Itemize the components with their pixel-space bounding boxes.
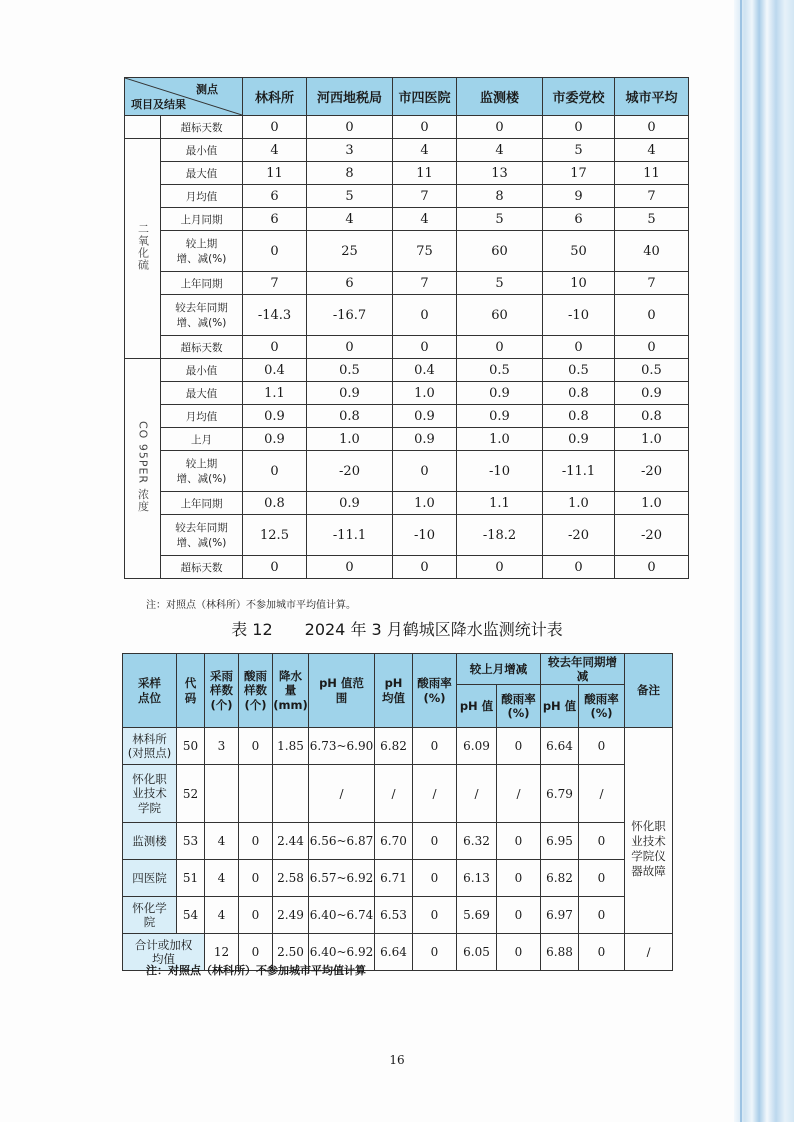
table-cell: 0.9 [457, 382, 543, 405]
table-cell: 0.4 [243, 359, 307, 382]
table-cell: 0.5 [307, 359, 393, 382]
remark-cell: / [625, 934, 673, 971]
table-cell: 0 [243, 116, 307, 139]
table-cell: -20 [307, 451, 393, 492]
row-label: 月均值 [161, 185, 243, 208]
table-cell: 8 [307, 162, 393, 185]
table-cell: 1.0 [457, 428, 543, 451]
table-cell: 2.49 [273, 897, 309, 934]
table-cell: 7 [615, 272, 689, 295]
table-cell: 4 [457, 139, 543, 162]
site-cell: 林科所 (对照点) [123, 728, 177, 765]
table-cell: 0 [497, 934, 541, 971]
table1-note: 注：对照点（林科所）不参加城市平均值计算。 [146, 600, 356, 611]
table-cell: 2.50 [273, 934, 309, 971]
table-cell: 0.9 [243, 428, 307, 451]
table1-corner-header [125, 78, 243, 116]
row-label: 超标天数 [161, 556, 243, 579]
table1-body [125, 116, 689, 579]
table-cell: 25 [307, 231, 393, 272]
table-row [125, 405, 689, 428]
table-cell: 6.64 [541, 728, 579, 765]
row-label: 较上期 增、减(%) [161, 231, 243, 272]
table-row [125, 162, 689, 185]
table-cell: 6.82 [541, 860, 579, 897]
table-cell: 7 [615, 185, 689, 208]
table-cell: -16.7 [307, 295, 393, 336]
table-cell: 0.9 [615, 382, 689, 405]
table-cell: 0.9 [393, 405, 457, 428]
table-cell: 0 [243, 336, 307, 359]
row-label: 上年同期 [161, 272, 243, 295]
table-cell: 5 [307, 185, 393, 208]
table-cell: 0 [393, 451, 457, 492]
table-cell: -11.1 [307, 515, 393, 556]
table-cell: 6.13 [457, 860, 497, 897]
table-cell: 6.82 [375, 728, 413, 765]
table-cell: 0.9 [307, 382, 393, 405]
table-cell: 7 [243, 272, 307, 295]
table-cell: 0.8 [307, 405, 393, 428]
table-cell: 51 [177, 860, 205, 897]
table-row [123, 897, 673, 934]
table-cell: 6.53 [375, 897, 413, 934]
table-cell: 0.8 [543, 405, 615, 428]
table-cell: 6.95 [541, 823, 579, 860]
header-remark: 备注 [625, 654, 673, 728]
table-cell: 0 [457, 556, 543, 579]
table-cell: 60 [457, 231, 543, 272]
table-row [125, 451, 689, 492]
table-cell: 0 [239, 860, 273, 897]
table-cell: 4 [243, 139, 307, 162]
row-label: 较去年同期 增、减(%) [161, 515, 243, 556]
table-cell: 0.8 [543, 382, 615, 405]
table-cell: 0 [543, 116, 615, 139]
table-cell: 0 [239, 823, 273, 860]
row-label: 最小值 [161, 139, 243, 162]
table-cell: / [579, 765, 625, 823]
table-cell: 0.8 [615, 405, 689, 428]
table-cell: 1.0 [543, 492, 615, 515]
table-row [125, 116, 689, 139]
table-cell: 0 [497, 728, 541, 765]
table-cell: 4 [307, 208, 393, 231]
table-cell: 6.71 [375, 860, 413, 897]
table-cell: 6.57~6.92 [309, 860, 375, 897]
table-cell: 6 [307, 272, 393, 295]
table2-body [123, 728, 673, 971]
table-cell: 54 [177, 897, 205, 934]
table-cell: 11 [615, 162, 689, 185]
subheader-acid-rate: 酸雨率 (%) [497, 685, 541, 728]
table-cell: 75 [393, 231, 457, 272]
table-cell: 40 [615, 231, 689, 272]
table-cell: 0 [615, 556, 689, 579]
table-cell: / [497, 765, 541, 823]
table-cell: / [375, 765, 413, 823]
corner-top-right-label: 测点 [196, 83, 218, 96]
table-cell: -20 [615, 515, 689, 556]
table-cell: 0 [497, 860, 541, 897]
page-number: 16 [389, 1053, 405, 1067]
table-cell: 0 [457, 336, 543, 359]
table-cell: 0 [243, 451, 307, 492]
table2-title: 表 12 2024 年 3 月鹤城区降水监测统计表 [231, 620, 563, 639]
table-cell: 7 [393, 272, 457, 295]
row-label: 超标天数 [161, 336, 243, 359]
table-cell: 1.0 [393, 382, 457, 405]
site-cell: 怀化职 业技术 学院 [123, 765, 177, 823]
table-cell: 12 [205, 934, 239, 971]
header-ph-range: pH 值范 围 [309, 654, 375, 728]
table-cell: 2.44 [273, 823, 309, 860]
remark-cell [625, 728, 673, 765]
table-cell: 0 [413, 860, 457, 897]
table-cell: 3 [307, 139, 393, 162]
table-cell: 0.4 [393, 359, 457, 382]
header-acid-rate: 酸雨率 (%) [413, 654, 457, 728]
table-cell: 0 [393, 336, 457, 359]
table-cell: 0.8 [243, 492, 307, 515]
table-row [125, 336, 689, 359]
table-cell: 6.40~6.74 [309, 897, 375, 934]
table-cell: 6.32 [457, 823, 497, 860]
binding-edge-line [740, 0, 742, 1122]
header-vs-last-month: 较上月增减 [457, 654, 541, 685]
table-row [125, 515, 689, 556]
table-cell: 0 [579, 823, 625, 860]
table-cell: 0.9 [393, 428, 457, 451]
table-cell: 0 [615, 295, 689, 336]
table-cell: 5 [543, 139, 615, 162]
table-cell: 6 [243, 208, 307, 231]
site-cell: 怀化学 院 [123, 897, 177, 934]
table-row [123, 860, 673, 897]
table-cell: 4 [205, 823, 239, 860]
table-row [125, 231, 689, 272]
table-row [123, 823, 673, 860]
site-cell: 四医院 [123, 860, 177, 897]
table-cell: -11.1 [543, 451, 615, 492]
group-label: 二氧化硫 [136, 223, 150, 271]
table-cell: 0 [243, 556, 307, 579]
table-row [125, 208, 689, 231]
table-cell: 0 [615, 116, 689, 139]
table-row [125, 492, 689, 515]
table-cell: 6.79 [541, 765, 579, 823]
table-row [125, 139, 689, 162]
table-cell: 0.5 [615, 359, 689, 382]
table-cell: 0.9 [307, 492, 393, 515]
table-cell: 1.85 [273, 728, 309, 765]
table-cell: 11 [243, 162, 307, 185]
subheader-acid-rate: 酸雨率 (%) [579, 685, 625, 728]
remark-cell: 怀化职 业技术 学院仪 器故障 [625, 765, 673, 934]
subheader-ph: pH 值 [541, 685, 579, 728]
table-cell: 6.70 [375, 823, 413, 860]
group-label-cell [125, 359, 161, 579]
table-cell: 0.9 [543, 428, 615, 451]
table-cell: 0.5 [457, 359, 543, 382]
table-cell: 6.09 [457, 728, 497, 765]
table-cell: -10 [393, 515, 457, 556]
table-cell: 6.40~6.92 [309, 934, 375, 971]
table-cell: / [413, 765, 457, 823]
row-label: 上月 [161, 428, 243, 451]
column-header: 市四医院 [393, 78, 457, 116]
table-row [123, 765, 673, 823]
site-cell: 合计或加权 均值 [123, 934, 205, 971]
monitoring-table-1 [124, 77, 689, 579]
column-header: 监测楼 [457, 78, 543, 116]
header-code: 代 码 [177, 654, 205, 728]
table-cell: 2.58 [273, 860, 309, 897]
table-cell: 6.56~6.87 [309, 823, 375, 860]
table-cell: 0 [393, 556, 457, 579]
row-label: 较去年同期 增、减(%) [161, 295, 243, 336]
table-cell: 6 [543, 208, 615, 231]
table-cell: 6.64 [375, 934, 413, 971]
table-cell: 50 [543, 231, 615, 272]
table-cell: -14.3 [243, 295, 307, 336]
table-cell: 0 [615, 336, 689, 359]
table-cell: 17 [543, 162, 615, 185]
group-label: CO 95PER 浓度 [136, 421, 150, 513]
table-row [125, 556, 689, 579]
subheader-ph: pH 值 [457, 685, 497, 728]
site-cell: 监测楼 [123, 823, 177, 860]
table-cell [273, 765, 309, 823]
table-cell: 0 [543, 556, 615, 579]
table-cell: 0 [307, 556, 393, 579]
table2-note: 注：对照点（林科所）不参加城市平均值计算 [146, 964, 366, 977]
row-label: 最大值 [161, 162, 243, 185]
row-label: 最大值 [161, 382, 243, 405]
row-label: 超标天数 [161, 116, 243, 139]
table-cell: -18.2 [457, 515, 543, 556]
column-header: 林科所 [243, 78, 307, 116]
table-cell: -20 [543, 515, 615, 556]
precipitation-table [122, 653, 673, 971]
table-cell: 0 [393, 295, 457, 336]
table-cell: 0.5 [543, 359, 615, 382]
table-row [123, 728, 673, 765]
table-cell: -10 [543, 295, 615, 336]
header-acid-count: 酸雨 样数 (个) [239, 654, 273, 728]
table-cell: 4 [393, 208, 457, 231]
binding-strip [734, 0, 794, 1122]
table-row [125, 272, 689, 295]
table-cell: 0 [393, 116, 457, 139]
table-cell: 0 [413, 897, 457, 934]
table-cell: / [457, 765, 497, 823]
table-row [125, 382, 689, 405]
table-cell: 4 [615, 139, 689, 162]
table-cell: 0 [497, 823, 541, 860]
row-label: 最小值 [161, 359, 243, 382]
table-cell: 0 [239, 728, 273, 765]
table-cell: 1.0 [307, 428, 393, 451]
table-cell: / [309, 765, 375, 823]
table-cell: 10 [543, 272, 615, 295]
column-header: 市委党校 [543, 78, 615, 116]
table-cell: 12.5 [243, 515, 307, 556]
table-row [125, 359, 689, 382]
table-cell: 0 [239, 897, 273, 934]
table-cell: 60 [457, 295, 543, 336]
table-cell [239, 765, 273, 823]
table-cell: 1.0 [615, 492, 689, 515]
table-cell: 3 [205, 728, 239, 765]
table-cell: 5 [615, 208, 689, 231]
row-label: 上月同期 [161, 208, 243, 231]
table-cell: 6.97 [541, 897, 579, 934]
table-cell: 53 [177, 823, 205, 860]
header-vs-last-year: 较去年同期增 减 [541, 654, 625, 685]
table-cell: 0 [579, 728, 625, 765]
table-cell: 50 [177, 728, 205, 765]
column-header: 河西地税局 [307, 78, 393, 116]
table-cell: 0 [497, 897, 541, 934]
table-cell: 52 [177, 765, 205, 823]
table-cell: 0 [579, 934, 625, 971]
table-cell: 0.9 [243, 405, 307, 428]
table-cell: 4 [393, 139, 457, 162]
table-cell: 0 [579, 860, 625, 897]
table-cell: 9 [543, 185, 615, 208]
table-cell: 1.0 [393, 492, 457, 515]
row-label: 月均值 [161, 405, 243, 428]
header-rainfall: 降水 量 (mm) [273, 654, 309, 728]
table-cell: 8 [457, 185, 543, 208]
table-cell: 5 [457, 272, 543, 295]
table-cell: 5.69 [457, 897, 497, 934]
table-row [125, 428, 689, 451]
table-cell: 0 [307, 336, 393, 359]
table-cell: 0 [307, 116, 393, 139]
table-cell: 6 [243, 185, 307, 208]
table-cell: 13 [457, 162, 543, 185]
row-label: 较上期 增、减(%) [161, 451, 243, 492]
corner-bottom-left-label: 项目及结果 [131, 98, 186, 111]
header-rain-count: 采雨 样数 (个) [205, 654, 239, 728]
table-cell [205, 765, 239, 823]
table-cell: 0 [543, 336, 615, 359]
table-cell: 5 [457, 208, 543, 231]
group-cell-empty [125, 116, 161, 139]
header-ph-avg: pH 均值 [375, 654, 413, 728]
table-cell: 0 [239, 934, 273, 971]
table-cell: 1.1 [243, 382, 307, 405]
table-cell: -20 [615, 451, 689, 492]
table-row [125, 185, 689, 208]
table-cell: 4 [205, 860, 239, 897]
table-cell: 1.1 [457, 492, 543, 515]
table-cell: 6.05 [457, 934, 497, 971]
table-cell: 7 [393, 185, 457, 208]
table-cell: 0 [457, 116, 543, 139]
header-site: 采样 点位 [123, 654, 177, 728]
table-cell: 0 [413, 823, 457, 860]
column-header: 城市平均 [615, 78, 689, 116]
table-cell: 6.73~6.90 [309, 728, 375, 765]
table-cell: 11 [393, 162, 457, 185]
table-row [125, 295, 689, 336]
table-cell: 0 [413, 934, 457, 971]
table-cell: 0 [243, 231, 307, 272]
group-label-cell [125, 139, 161, 359]
table-cell: 0 [413, 728, 457, 765]
table-cell: 1.0 [615, 428, 689, 451]
table-cell: -10 [457, 451, 543, 492]
table-cell: 0.9 [457, 405, 543, 428]
row-label: 上年同期 [161, 492, 243, 515]
table-cell: 4 [205, 897, 239, 934]
table-cell: 6.88 [541, 934, 579, 971]
table-cell: 0 [579, 897, 625, 934]
